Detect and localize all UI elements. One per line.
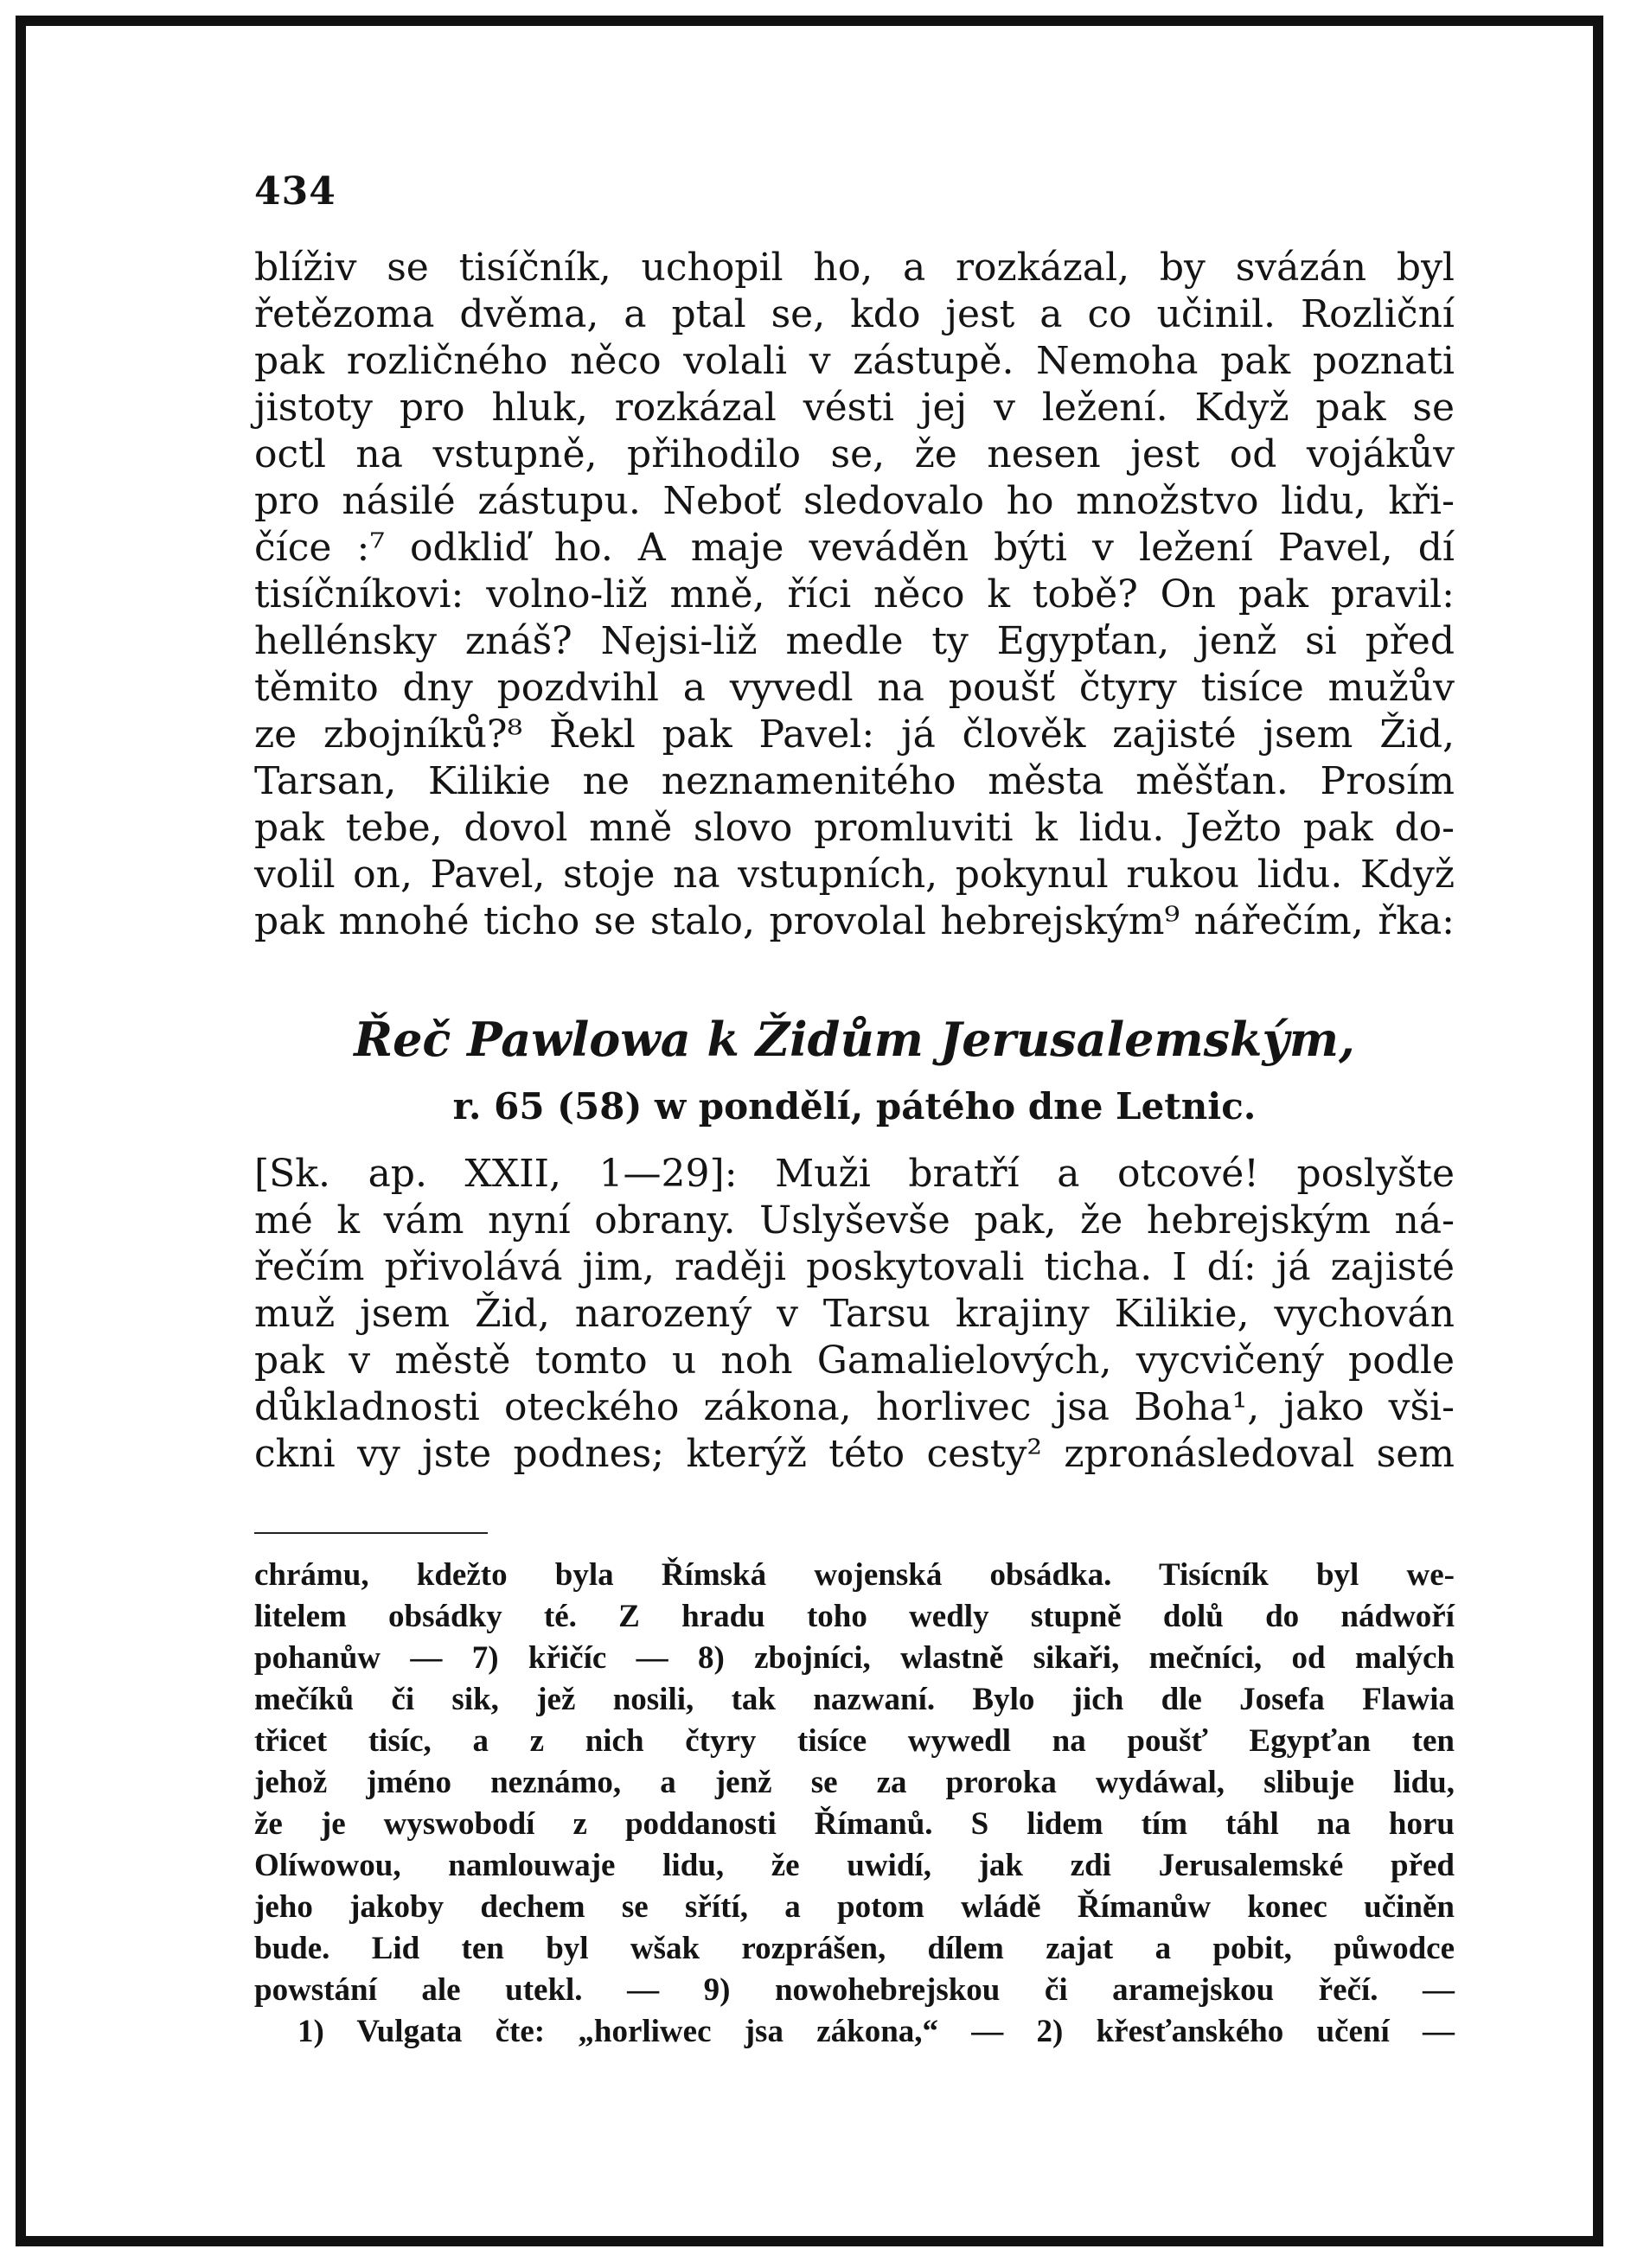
footnote-line: 1) Vulgata čte: „horliwec jsa zákona,“ — 2) křesťanského učení —: [297, 2014, 1455, 2049]
footnote-line: pohanůw — 7) křičíc — 8) zbojníci, wlastně sikaři, mečníci, od malých: [254, 1640, 1455, 1676]
footnote-line: že je wyswobodí z poddanosti Římanů. S lidem tím táhl na horu: [254, 1806, 1455, 1842]
footnote-line: bude. Lid ten byl wšak rozprášen, dílem zajat a pobit, půwodce: [254, 1931, 1455, 1966]
body-line: řečím přivolává jim, raději poskytovali ticha. I dí: já zajisté: [254, 1245, 1455, 1289]
body-line: jistoty pro hluk, rozkázal vésti jej v ležení. Když pak se: [254, 386, 1455, 430]
footnote-line: mečíků či sik, jež nosili, tak nazwaní. Bylo jich dle Josefa Flawia: [254, 1682, 1455, 1717]
footnote-line: jeho jakoby dechem se sřítí, a potom wládě Římanůw konec učiněn: [254, 1889, 1455, 1925]
body-line: pak mnohé ticho se stalo, provolal hebrejským⁹ nářečím, řka:: [254, 899, 1455, 943]
body-line: muž jsem Žid, narozený v Tarsu krajiny Kilikie, vychován: [254, 1292, 1455, 1336]
body-line: octl na vstupně, přihodilo se, že nesen jest od vojákův: [254, 432, 1455, 476]
body-line: pak tebe, dovol mně slovo promluviti k lidu. Ježto pak do-: [254, 806, 1455, 850]
footnote-line: třicet tisíc, a z nich čtyry tisíce wywedl na poušť Egypťan ten: [254, 1723, 1455, 1759]
body-line: mé k vám nyní obrany. Uslyševše pak, že hebrejským ná-: [254, 1198, 1455, 1243]
body-line: důkladnosti oteckého zákona, horlivec jsa Boha¹, jako vši-: [254, 1385, 1455, 1429]
body-line: blíživ se tisíčník, uchopil ho, a rozkázal, by svázán byl: [254, 246, 1455, 290]
body-line: pro násilé zástupu. Neboť sledovalo ho množstvo lidu, kři-: [254, 479, 1455, 523]
body-line: řetězoma dvěma, a ptal se, kdo jest a co učinil. Rozliční: [254, 292, 1455, 336]
body-line: těmito dny pozdvihl a vyvedl na poušť čtyry tisíce mužův: [254, 666, 1455, 710]
footnote-line: jehož jméno neznámo, a jenž se za proroka wydáwal, slibuje lidu,: [254, 1765, 1455, 1800]
body-line: tisíčníkovi: volno-liž mně, říci něco k tobě? On pak pravil:: [254, 572, 1455, 617]
body-line: ckni vy jste podnes; kterýž této cesty² zpronásledoval sem: [254, 1432, 1455, 1476]
section-heading: Řeč Pawlowa k Židům Jerusalemským,: [354, 1012, 1355, 1067]
body-line: volil on, Pavel, stoje na vstupních, pokynul rukou lidu. Když: [254, 853, 1455, 897]
body-line: hellénsky znáš? Nejsi-liž medle ty Egypťan, jenž si před: [254, 619, 1455, 663]
body-line: pak rozličného něco volali v zástupě. Nemoha pak poznati: [254, 339, 1455, 383]
footnote-line: chrámu, kdežto byla Římská wojenská obsádka. Tisícník byl we-: [254, 1557, 1455, 1593]
page-number: 434: [254, 169, 336, 214]
footnote-line: powstání ale utekl. — 9) nowohebrejskou či aramejskou řečí. —: [254, 1972, 1455, 2008]
body-line: Tarsan, Kilikie ne neznamenitého města měšťan. Prosím: [254, 759, 1455, 803]
footnote-line: litelem obsádky té. Z hradu toho wedly stupně dolů do nádwoří: [254, 1599, 1455, 1634]
body-line: pak v městě tomto u noh Gamalielových, vycvičený podle: [254, 1338, 1455, 1383]
body-line: číce :⁷ odkliď ho. A maje veváděn býti v ležení Pavel, dí: [254, 526, 1455, 570]
section-subheading: r. 65 (58) w pondělí, pátého dne Letnic.: [452, 1085, 1257, 1128]
footnote-separator: [254, 1532, 488, 1534]
footnote-line: Olíwowou, namlouwaje lidu, že uwidí, jak zdi Jerusalemské před: [254, 1848, 1455, 1883]
body-line: [Sk. ap. XXII, 1—29]: Muži bratří a otcové! poslyšte: [254, 1152, 1455, 1196]
body-line: ze zbojníků?⁸ Řekl pak Pavel: já člověk zajisté jsem Žid,: [254, 712, 1455, 757]
